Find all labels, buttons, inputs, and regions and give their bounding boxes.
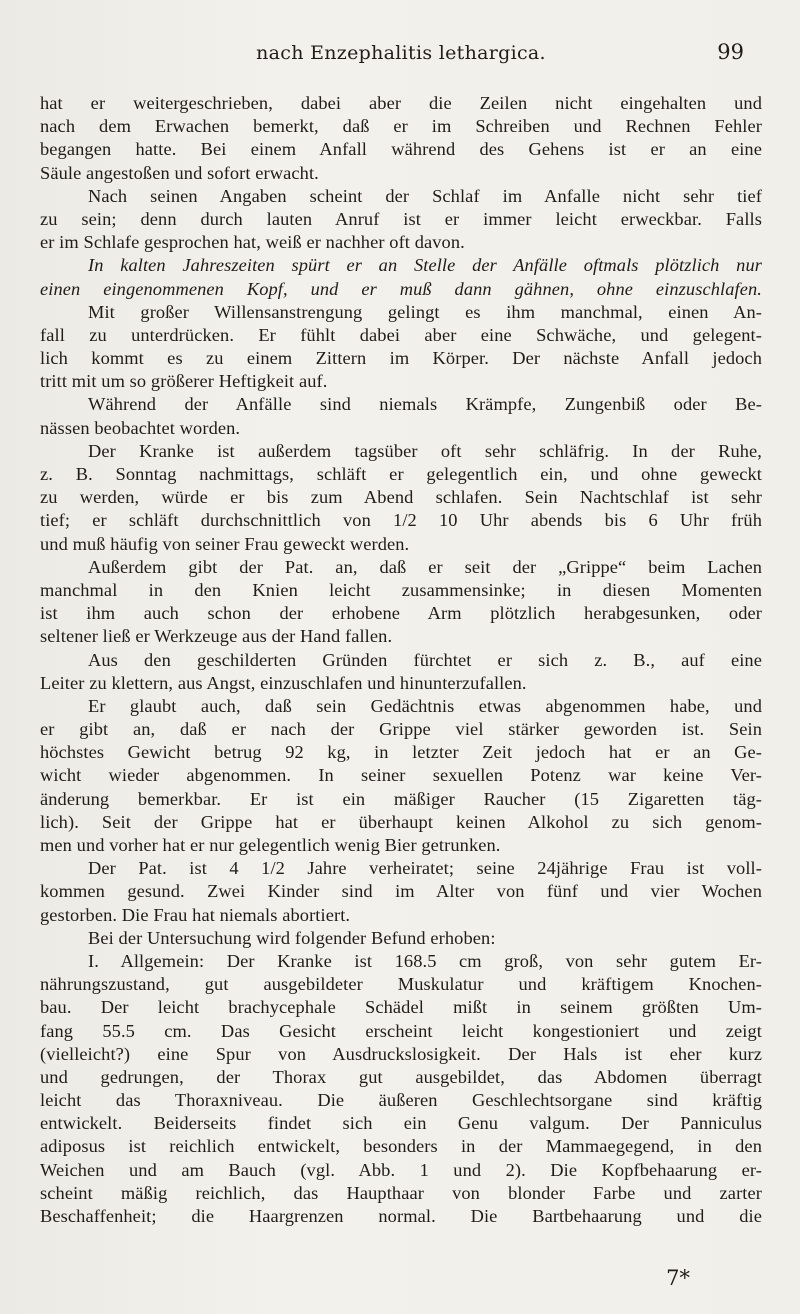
- body-line: hat er weitergeschrieben, dabei aber die Zeilen nicht eingehalten und: [40, 93, 762, 113]
- body-line: zu werden, würde er bis zum Abend schlafen. Sein Nachtschlaf ist sehr: [40, 487, 762, 508]
- body-line: men und vorher hat er nur gelegentlich wenig Bier getrunken.: [40, 835, 501, 855]
- body-line: kommen gesund. Zwei Kinder sind im Alter von fünf und vier Wochen: [40, 881, 762, 902]
- body-line: Leiter zu klettern, aus Angst, einzuschlafen und hinunterzufallen.: [40, 672, 527, 693]
- body-line: (vielleicht?) eine Spur von Ausdruckslosigkeit. Der Hals ist eher kurz: [40, 1043, 762, 1064]
- body-line: z. B. Sonntag nachmittags, schläft er gelegentlich ein, und ohne geweckt: [40, 464, 762, 484]
- body-line: adiposus ist reichlich entwickelt, besonders in der Mammaegegend, in den: [40, 1136, 762, 1157]
- body-line: er gibt an, daß er nach der Grippe viel stärker geworden ist. Sein: [40, 719, 762, 740]
- body-line: einen eingenommenen Kopf, und er muß dann gähnen, ohne einzuschlafen.: [40, 278, 762, 299]
- body-line: I. Allgemein: Der Kranke ist 168.5 cm groß, von sehr gutem Er-: [88, 950, 762, 971]
- chapter-title: nach Enzephalitis lethargica.: [256, 42, 546, 64]
- body-line: Säule angestoßen und sofort erwacht.: [40, 162, 319, 183]
- body-line: manchmal in den Knien leicht zusammensinke; in diesen Momenten: [40, 579, 762, 600]
- body-line: scheint mäßig reichlich, das Haupthaar von blonder Farbe und zarter: [40, 1182, 762, 1203]
- running-header: [40, 40, 762, 80]
- body-line: änderung bemerkbar. Er ist ein mäßiger Raucher (15 Zigaretten täg-: [40, 788, 762, 809]
- body-line: begangen hatte. Bei einem Anfall während des Gehens ist er an eine: [40, 139, 762, 160]
- body-line: er im Schlafe gesprochen hat, weiß er nachher oft davon.: [40, 232, 465, 253]
- body-line: nach dem Erwachen bemerkt, daß er im Schreiben und Rechnen Fehler: [40, 116, 762, 137]
- body-line: höchstes Gewicht betrug 92 kg, in letzter Zeit jedoch hat er an Ge-: [40, 742, 762, 763]
- body-line: nährungszustand, gut ausgebildeter Muskulatur und kräftigem Knochen-: [40, 974, 762, 995]
- body-line: fang 55.5 cm. Das Gesicht erscheint leicht kongestioniert und zeigt: [40, 1020, 762, 1041]
- body-line: Beschaffenheit; die Haargrenzen normal. Die Bartbehaarung und die: [40, 1206, 762, 1226]
- body-line: Aus den geschilderten Gründen fürchtet er sich z. B., auf eine: [88, 649, 762, 670]
- body-line: entwickelt. Beiderseits findet sich ein Genu valgum. Der Panniculus: [40, 1113, 762, 1134]
- body-line: wicht wieder abgenommen. In seiner sexuellen Potenz war keine Ver-: [40, 765, 762, 786]
- body-line: Er glaubt auch, daß sein Gedächtnis etwas abgenommen habe, und: [88, 695, 762, 716]
- body-line: lich). Seit der Grippe hat er überhaupt keinen Alkohol zu sich genom-: [40, 811, 762, 832]
- body-line: ist ihm auch schon der erhobene Arm plötzlich herabgesunken, oder: [40, 603, 762, 624]
- page-number: 99: [717, 40, 744, 64]
- body-line: Bei der Untersuchung wird folgender Befund erhoben:: [88, 927, 496, 948]
- body-line: Mit großer Willensanstrengung gelingt es ihm manchmal, einen An-: [88, 301, 762, 322]
- body-line: zu sein; denn durch lauten Anruf ist er immer leicht erweckbar. Falls: [40, 208, 762, 229]
- body-line: Nach seinen Angaben scheint der Schlaf im Anfalle nicht sehr tief: [88, 185, 762, 206]
- body-line: gestorben. Die Frau hat niemals abortiert.: [40, 904, 351, 925]
- body-line: Während der Anfälle sind niemals Krämpfe, Zungenbiß oder Be-: [88, 394, 762, 415]
- body-line: fall zu unterdrücken. Er fühlt dabei aber eine Schwäche, und gelegent-: [40, 324, 762, 345]
- body-line: bau. Der leicht brachycephale Schädel mißt in seinem größten Um-: [40, 997, 762, 1018]
- body-line: tritt mit um so größerer Heftigkeit auf.: [40, 371, 328, 392]
- body-line: In kalten Jahreszeiten spürt er an Stelle der Anfälle oftmals plötzlich nur: [88, 255, 762, 276]
- body-line: lich kommt es zu einem Zittern im Körper. Der nächste Anfall jedoch: [40, 348, 762, 369]
- body-line: tief; er schläft durchschnittlich von 1/2 10 Uhr abends bis 6 Uhr früh: [40, 510, 762, 531]
- body-line: Der Kranke ist außerdem tagsüber oft sehr schläfrig. In der Ruhe,: [88, 440, 762, 461]
- body-line: leicht das Thoraxniveau. Die äußeren Geschlechtsorgane sind kräftig: [40, 1090, 762, 1111]
- body-line: Außerdem gibt der Pat. an, daß er seit der „Grippe“ beim Lachen: [88, 556, 762, 577]
- body-line: Weichen und am Bauch (vgl. Abb. 1 und 2). Die Kopfbehaarung er-: [40, 1159, 762, 1180]
- signature-mark: 7*: [666, 1266, 690, 1290]
- body-line: nässen beobachtet worden.: [40, 417, 241, 438]
- body-text: [40, 92, 762, 1228]
- body-line: und muß häufig von seiner Frau geweckt werden.: [40, 533, 410, 554]
- body-line: seltener ließ er Werkzeuge aus der Hand fallen.: [40, 626, 393, 647]
- body-line: Der Pat. ist 4 1/2 Jahre verheiratet; seine 24jährige Frau ist voll-: [88, 858, 762, 879]
- body-line: und gedrungen, der Thorax gut ausgebildet, das Abdomen überragt: [40, 1066, 762, 1087]
